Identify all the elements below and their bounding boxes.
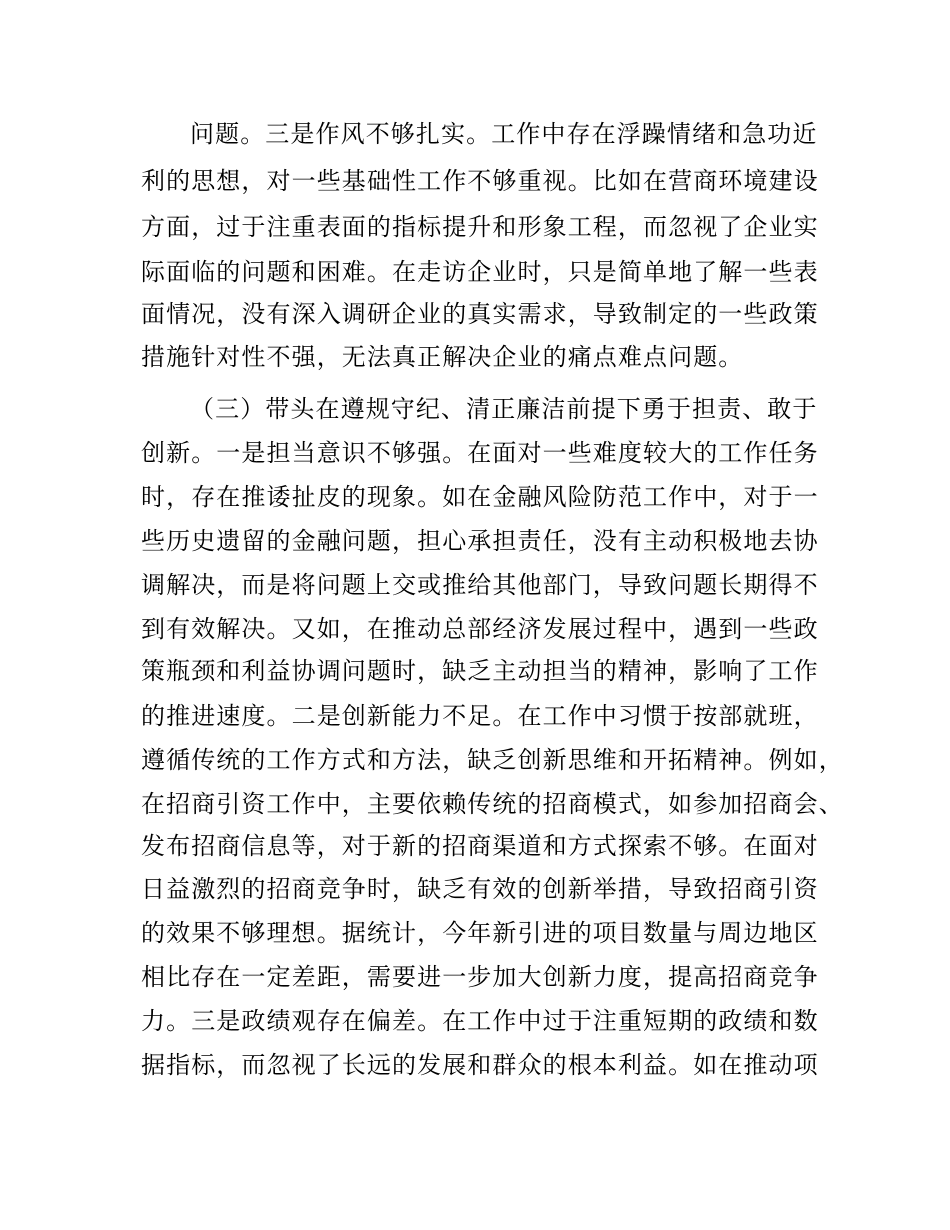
text-line: 调解决，而是将问题上交或推给其他部门，导致问题长期得不 (141, 571, 819, 599)
text-line: 际面临的问题和困难。在走访企业时，只是简单地了解一些表 (141, 258, 819, 286)
text-line: 些历史遗留的金融问题，担心承担责任，没有主动积极地去协 (141, 527, 819, 555)
text-line: 利的思想，对一些基础性工作不够重视。比如在营商环境建设 (141, 167, 819, 195)
text-line: 创新。一是担当意识不够强。在面对一些难度较大的工作任务 (141, 439, 819, 467)
text-line: 遵循传统的工作方式和方法，缺乏创新思维和开拓精神。例如， (141, 746, 844, 774)
text-line: 时，存在推诿扯皮的现象。如在金融风险防范工作中，对于一 (141, 483, 819, 511)
text-line: 的效果不够理想。据统计，今年新引进的项目数量与周边地区 (141, 919, 819, 947)
text-line: 方面，过于注重表面的指标提升和形象工程，而忽视了企业实 (141, 213, 819, 241)
text-line: 的推进速度。二是创新能力不足。在工作中习惯于按部就班， (141, 702, 819, 730)
section-heading-line: （三）带头在遵规守纪、清正廉洁前提下勇于担责、敢于 (190, 395, 818, 423)
text-line: 力。三是政绩观存在偏差。在工作中过于注重短期的政绩和数 (141, 1007, 819, 1035)
text-line: 面情况，没有深入调研企业的真实需求，导致制定的一些政策 (141, 300, 819, 328)
text-line: 发布招商信息等，对于新的招商渠道和方式探索不够。在面对 (141, 832, 819, 860)
text-line: 在招商引资工作中，主要依赖传统的招商模式，如参加招商会、 (141, 790, 844, 818)
text-line: 问题。三是作风不够扎实。工作中存在浮躁情绪和急功近 (190, 120, 818, 148)
text-line: 措施针对性不强，无法真正解决企业的痛点难点问题。 (141, 343, 744, 371)
text-line: 到有效解决。又如，在推动总部经济发展过程中，遇到一些政 (141, 615, 819, 643)
text-line: 策瓶颈和利益协调问题时，缺乏主动担当的精神，影响了工作 (141, 657, 819, 685)
text-line: 相比存在一定差距，需要进一步加大创新力度，提高招商竞争 (141, 963, 819, 991)
text-line: 据指标，而忽视了长远的发展和群众的根本利益。如在推动项 (141, 1051, 819, 1079)
text-line: 日益激烈的招商竞争时，缺乏有效的创新举措，导致招商引资 (141, 875, 819, 903)
